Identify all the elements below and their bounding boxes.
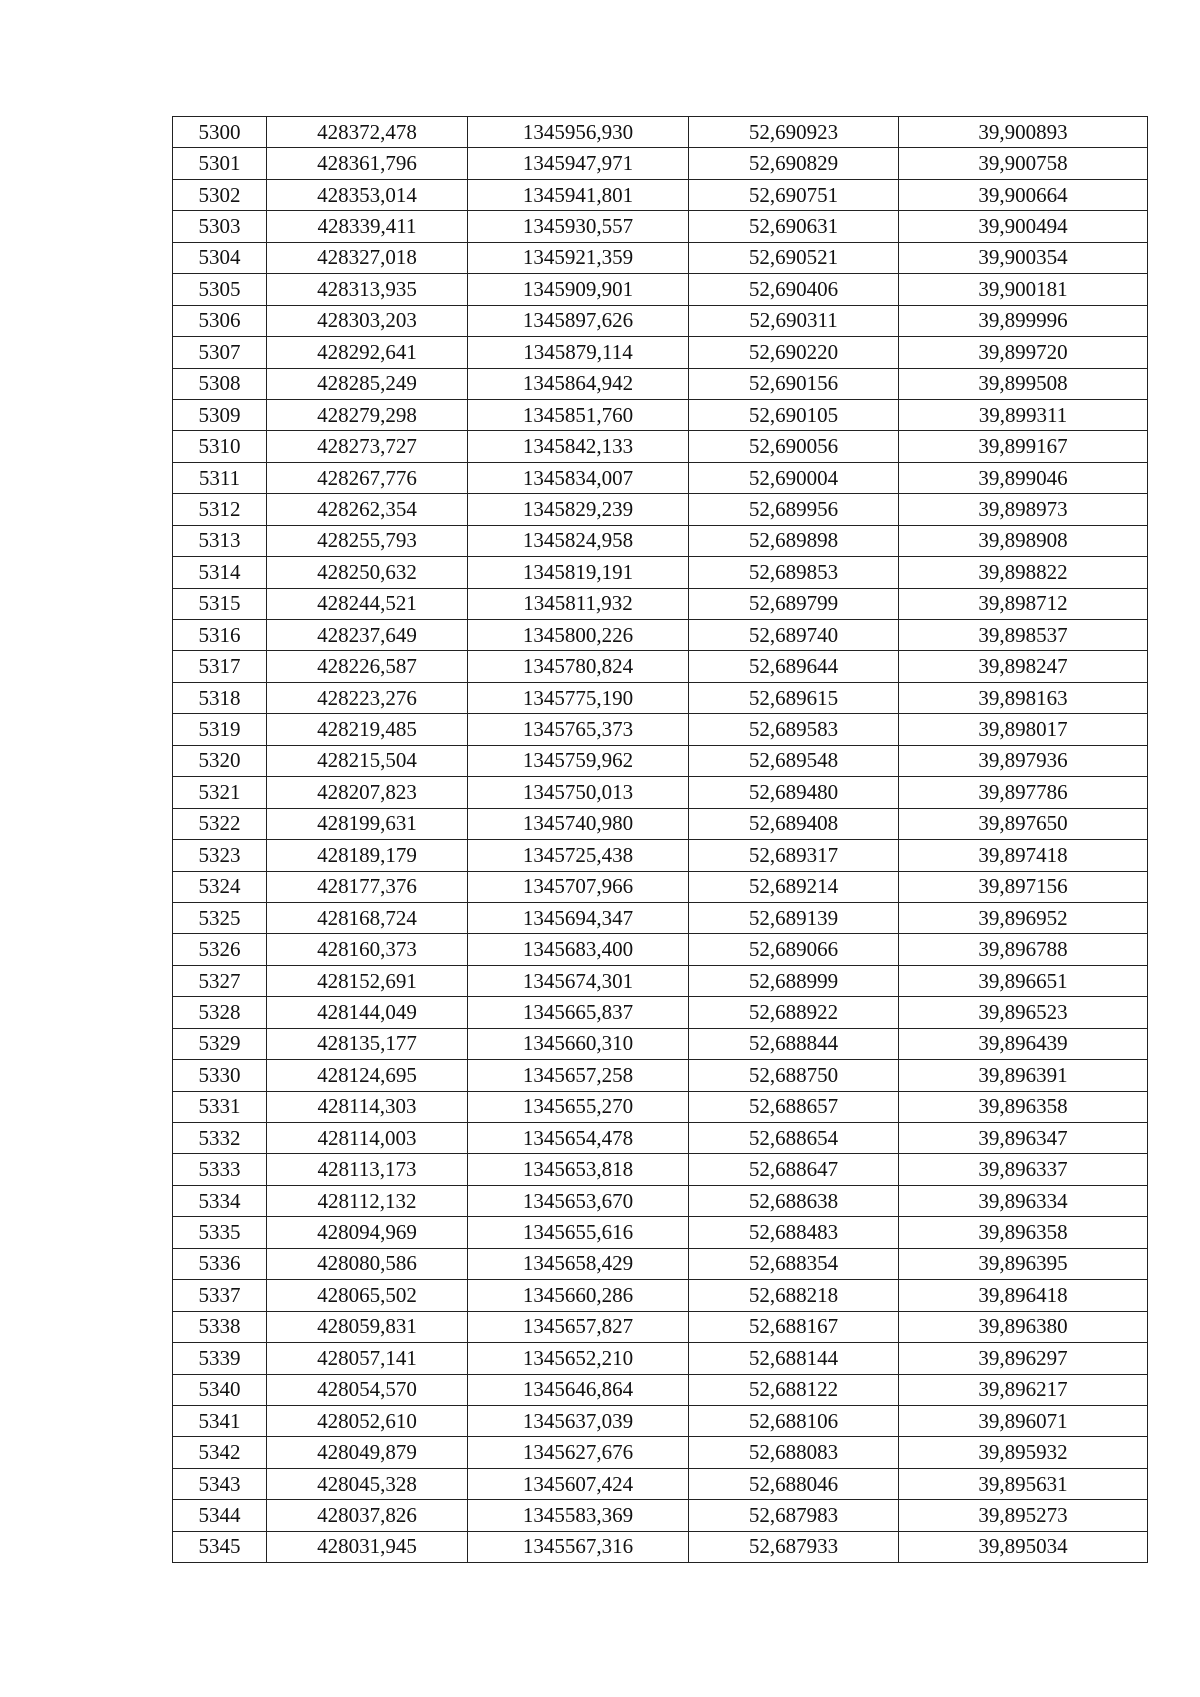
x-coordinate-cell: 428339,411 [267, 211, 468, 242]
table-row [173, 1468, 1148, 1499]
latitude-cell: 52,689317 [689, 840, 899, 871]
y-coordinate-cell: 1345851,760 [468, 399, 689, 430]
longitude-cell: 39,896418 [899, 1280, 1148, 1311]
table-row [173, 1343, 1148, 1374]
point-number-cell: 5300 [173, 117, 267, 148]
x-coordinate-cell: 428226,587 [267, 651, 468, 682]
coordinates-table-body [173, 117, 1148, 1563]
table-row [173, 1154, 1148, 1185]
table-row [173, 1531, 1148, 1562]
longitude-cell: 39,896380 [899, 1311, 1148, 1342]
latitude-cell: 52,688354 [689, 1248, 899, 1279]
point-number-cell: 5313 [173, 525, 267, 556]
point-number-cell: 5334 [173, 1185, 267, 1216]
latitude-cell: 52,688638 [689, 1185, 899, 1216]
latitude-cell: 52,687983 [689, 1500, 899, 1531]
point-number-cell: 5330 [173, 1060, 267, 1091]
x-coordinate-cell: 428112,132 [267, 1185, 468, 1216]
x-coordinate-cell: 428177,376 [267, 871, 468, 902]
longitude-cell: 39,896071 [899, 1405, 1148, 1436]
point-number-cell: 5327 [173, 965, 267, 996]
longitude-cell: 39,896334 [899, 1185, 1148, 1216]
y-coordinate-cell: 1345660,310 [468, 1028, 689, 1059]
table-row [173, 745, 1148, 776]
longitude-cell: 39,899996 [899, 305, 1148, 336]
y-coordinate-cell: 1345897,626 [468, 305, 689, 336]
longitude-cell: 39,898973 [899, 494, 1148, 525]
point-number-cell: 5344 [173, 1500, 267, 1531]
latitude-cell: 52,689898 [689, 525, 899, 556]
y-coordinate-cell: 1345775,190 [468, 682, 689, 713]
point-number-cell: 5302 [173, 179, 267, 210]
latitude-cell: 52,690220 [689, 337, 899, 368]
latitude-cell: 52,688083 [689, 1437, 899, 1468]
x-coordinate-cell: 428303,203 [267, 305, 468, 336]
point-number-cell: 5303 [173, 211, 267, 242]
table-row [173, 840, 1148, 871]
table-row [173, 1280, 1148, 1311]
point-number-cell: 5324 [173, 871, 267, 902]
table-row [173, 1311, 1148, 1342]
latitude-cell: 52,689956 [689, 494, 899, 525]
latitude-cell: 52,690004 [689, 462, 899, 493]
latitude-cell: 52,688046 [689, 1468, 899, 1499]
y-coordinate-cell: 1345660,286 [468, 1280, 689, 1311]
x-coordinate-cell: 428219,485 [267, 714, 468, 745]
point-number-cell: 5338 [173, 1311, 267, 1342]
latitude-cell: 52,688483 [689, 1217, 899, 1248]
point-number-cell: 5342 [173, 1437, 267, 1468]
point-number-cell: 5343 [173, 1468, 267, 1499]
point-number-cell: 5307 [173, 337, 267, 368]
y-coordinate-cell: 1345780,824 [468, 651, 689, 682]
point-number-cell: 5308 [173, 368, 267, 399]
point-number-cell: 5320 [173, 745, 267, 776]
x-coordinate-cell: 428144,049 [267, 997, 468, 1028]
latitude-cell: 52,688750 [689, 1060, 899, 1091]
y-coordinate-cell: 1345824,958 [468, 525, 689, 556]
table-row [173, 682, 1148, 713]
latitude-cell: 52,688122 [689, 1374, 899, 1405]
point-number-cell: 5319 [173, 714, 267, 745]
point-number-cell: 5317 [173, 651, 267, 682]
latitude-cell: 52,689548 [689, 745, 899, 776]
x-coordinate-cell: 428049,879 [267, 1437, 468, 1468]
longitude-cell: 39,897786 [899, 777, 1148, 808]
table-row [173, 588, 1148, 619]
latitude-cell: 52,688218 [689, 1280, 899, 1311]
longitude-cell: 39,896788 [899, 934, 1148, 965]
point-number-cell: 5335 [173, 1217, 267, 1248]
x-coordinate-cell: 428292,641 [267, 337, 468, 368]
latitude-cell: 52,688144 [689, 1343, 899, 1374]
y-coordinate-cell: 1345750,013 [468, 777, 689, 808]
y-coordinate-cell: 1345665,837 [468, 997, 689, 1028]
point-number-cell: 5322 [173, 808, 267, 839]
longitude-cell: 39,899311 [899, 399, 1148, 430]
table-row [173, 902, 1148, 933]
longitude-cell: 39,896347 [899, 1123, 1148, 1154]
table-row [173, 1217, 1148, 1248]
x-coordinate-cell: 428207,823 [267, 777, 468, 808]
y-coordinate-cell: 1345637,039 [468, 1405, 689, 1436]
longitude-cell: 39,899046 [899, 462, 1148, 493]
y-coordinate-cell: 1345657,827 [468, 1311, 689, 1342]
y-coordinate-cell: 1345652,210 [468, 1343, 689, 1374]
x-coordinate-cell: 428250,632 [267, 557, 468, 588]
y-coordinate-cell: 1345941,801 [468, 179, 689, 210]
table-row [173, 399, 1148, 430]
y-coordinate-cell: 1345956,930 [468, 117, 689, 148]
longitude-cell: 39,895034 [899, 1531, 1148, 1562]
point-number-cell: 5341 [173, 1405, 267, 1436]
longitude-cell: 39,899720 [899, 337, 1148, 368]
x-coordinate-cell: 428237,649 [267, 620, 468, 651]
y-coordinate-cell: 1345707,966 [468, 871, 689, 902]
table-row [173, 1091, 1148, 1122]
y-coordinate-cell: 1345759,962 [468, 745, 689, 776]
y-coordinate-cell: 1345930,557 [468, 211, 689, 242]
point-number-cell: 5339 [173, 1343, 267, 1374]
latitude-cell: 52,689480 [689, 777, 899, 808]
latitude-cell: 52,688844 [689, 1028, 899, 1059]
point-number-cell: 5328 [173, 997, 267, 1028]
y-coordinate-cell: 1345740,980 [468, 808, 689, 839]
x-coordinate-cell: 428065,502 [267, 1280, 468, 1311]
table-row [173, 274, 1148, 305]
latitude-cell: 52,688654 [689, 1123, 899, 1154]
y-coordinate-cell: 1345947,971 [468, 148, 689, 179]
latitude-cell: 52,690105 [689, 399, 899, 430]
longitude-cell: 39,900758 [899, 148, 1148, 179]
latitude-cell: 52,689139 [689, 902, 899, 933]
longitude-cell: 39,895631 [899, 1468, 1148, 1499]
y-coordinate-cell: 1345819,191 [468, 557, 689, 588]
table-row [173, 714, 1148, 745]
table-row [173, 1028, 1148, 1059]
y-coordinate-cell: 1345829,239 [468, 494, 689, 525]
x-coordinate-cell: 428037,826 [267, 1500, 468, 1531]
x-coordinate-cell: 428124,695 [267, 1060, 468, 1091]
y-coordinate-cell: 1345646,864 [468, 1374, 689, 1405]
longitude-cell: 39,896358 [899, 1217, 1148, 1248]
table-row [173, 934, 1148, 965]
point-number-cell: 5301 [173, 148, 267, 179]
x-coordinate-cell: 428327,018 [267, 242, 468, 273]
point-number-cell: 5315 [173, 588, 267, 619]
longitude-cell: 39,898537 [899, 620, 1148, 651]
y-coordinate-cell: 1345654,478 [468, 1123, 689, 1154]
y-coordinate-cell: 1345725,438 [468, 840, 689, 871]
x-coordinate-cell: 428273,727 [267, 431, 468, 462]
y-coordinate-cell: 1345655,270 [468, 1091, 689, 1122]
point-number-cell: 5311 [173, 462, 267, 493]
y-coordinate-cell: 1345921,359 [468, 242, 689, 273]
x-coordinate-cell: 428160,373 [267, 934, 468, 965]
latitude-cell: 52,690406 [689, 274, 899, 305]
longitude-cell: 39,896217 [899, 1374, 1148, 1405]
longitude-cell: 39,899508 [899, 368, 1148, 399]
x-coordinate-cell: 428057,141 [267, 1343, 468, 1374]
x-coordinate-cell: 428199,631 [267, 808, 468, 839]
y-coordinate-cell: 1345800,226 [468, 620, 689, 651]
point-number-cell: 5345 [173, 1531, 267, 1562]
longitude-cell: 39,897936 [899, 745, 1148, 776]
x-coordinate-cell: 428215,504 [267, 745, 468, 776]
table-row [173, 1500, 1148, 1531]
x-coordinate-cell: 428223,276 [267, 682, 468, 713]
longitude-cell: 39,900494 [899, 211, 1148, 242]
y-coordinate-cell: 1345607,424 [468, 1468, 689, 1499]
y-coordinate-cell: 1345879,114 [468, 337, 689, 368]
latitude-cell: 52,687933 [689, 1531, 899, 1562]
longitude-cell: 39,898822 [899, 557, 1148, 588]
longitude-cell: 39,900181 [899, 274, 1148, 305]
table-row [173, 1374, 1148, 1405]
longitude-cell: 39,898247 [899, 651, 1148, 682]
y-coordinate-cell: 1345653,818 [468, 1154, 689, 1185]
table-row [173, 777, 1148, 808]
latitude-cell: 52,689408 [689, 808, 899, 839]
y-coordinate-cell: 1345653,670 [468, 1185, 689, 1216]
longitude-cell: 39,900893 [899, 117, 1148, 148]
table-row [173, 179, 1148, 210]
x-coordinate-cell: 428168,724 [267, 902, 468, 933]
table-row [173, 871, 1148, 902]
table-row [173, 1248, 1148, 1279]
latitude-cell: 52,688167 [689, 1311, 899, 1342]
point-number-cell: 5333 [173, 1154, 267, 1185]
x-coordinate-cell: 428244,521 [267, 588, 468, 619]
coordinates-table [172, 116, 1148, 1563]
point-number-cell: 5318 [173, 682, 267, 713]
longitude-cell: 39,896395 [899, 1248, 1148, 1279]
x-coordinate-cell: 428031,945 [267, 1531, 468, 1562]
latitude-cell: 52,689853 [689, 557, 899, 588]
x-coordinate-cell: 428267,776 [267, 462, 468, 493]
point-number-cell: 5312 [173, 494, 267, 525]
point-number-cell: 5326 [173, 934, 267, 965]
table-row [173, 557, 1148, 588]
longitude-cell: 39,896358 [899, 1091, 1148, 1122]
latitude-cell: 52,689066 [689, 934, 899, 965]
longitude-cell: 39,896337 [899, 1154, 1148, 1185]
x-coordinate-cell: 428353,014 [267, 179, 468, 210]
latitude-cell: 52,688647 [689, 1154, 899, 1185]
latitude-cell: 52,689615 [689, 682, 899, 713]
point-number-cell: 5323 [173, 840, 267, 871]
longitude-cell: 39,898908 [899, 525, 1148, 556]
latitude-cell: 52,690631 [689, 211, 899, 242]
latitude-cell: 52,689583 [689, 714, 899, 745]
x-coordinate-cell: 428114,003 [267, 1123, 468, 1154]
latitude-cell: 52,690751 [689, 179, 899, 210]
x-coordinate-cell: 428189,179 [267, 840, 468, 871]
x-coordinate-cell: 428262,354 [267, 494, 468, 525]
latitude-cell: 52,690923 [689, 117, 899, 148]
x-coordinate-cell: 428114,303 [267, 1091, 468, 1122]
x-coordinate-cell: 428255,793 [267, 525, 468, 556]
table-row [173, 211, 1148, 242]
x-coordinate-cell: 428113,173 [267, 1154, 468, 1185]
y-coordinate-cell: 1345567,316 [468, 1531, 689, 1562]
longitude-cell: 39,896297 [899, 1343, 1148, 1374]
longitude-cell: 39,898163 [899, 682, 1148, 713]
longitude-cell: 39,898712 [899, 588, 1148, 619]
table-row [173, 1185, 1148, 1216]
y-coordinate-cell: 1345627,676 [468, 1437, 689, 1468]
point-number-cell: 5321 [173, 777, 267, 808]
latitude-cell: 52,690521 [689, 242, 899, 273]
y-coordinate-cell: 1345909,901 [468, 274, 689, 305]
longitude-cell: 39,896523 [899, 997, 1148, 1028]
table-row [173, 148, 1148, 179]
y-coordinate-cell: 1345842,133 [468, 431, 689, 462]
x-coordinate-cell: 428080,586 [267, 1248, 468, 1279]
y-coordinate-cell: 1345834,007 [468, 462, 689, 493]
longitude-cell: 39,896651 [899, 965, 1148, 996]
table-row [173, 997, 1148, 1028]
point-number-cell: 5316 [173, 620, 267, 651]
latitude-cell: 52,688657 [689, 1091, 899, 1122]
point-number-cell: 5336 [173, 1248, 267, 1279]
point-number-cell: 5331 [173, 1091, 267, 1122]
table-row [173, 242, 1148, 273]
x-coordinate-cell: 428059,831 [267, 1311, 468, 1342]
y-coordinate-cell: 1345694,347 [468, 902, 689, 933]
point-number-cell: 5310 [173, 431, 267, 462]
point-number-cell: 5340 [173, 1374, 267, 1405]
x-coordinate-cell: 428052,610 [267, 1405, 468, 1436]
longitude-cell: 39,900354 [899, 242, 1148, 273]
point-number-cell: 5332 [173, 1123, 267, 1154]
y-coordinate-cell: 1345655,616 [468, 1217, 689, 1248]
longitude-cell: 39,899167 [899, 431, 1148, 462]
y-coordinate-cell: 1345583,369 [468, 1500, 689, 1531]
longitude-cell: 39,895932 [899, 1437, 1148, 1468]
table-row [173, 620, 1148, 651]
latitude-cell: 52,689644 [689, 651, 899, 682]
x-coordinate-cell: 428135,177 [267, 1028, 468, 1059]
latitude-cell: 52,688999 [689, 965, 899, 996]
latitude-cell: 52,688106 [689, 1405, 899, 1436]
table-row [173, 808, 1148, 839]
y-coordinate-cell: 1345683,400 [468, 934, 689, 965]
longitude-cell: 39,897418 [899, 840, 1148, 871]
table-row [173, 1405, 1148, 1436]
longitude-cell: 39,897650 [899, 808, 1148, 839]
latitude-cell: 52,690156 [689, 368, 899, 399]
point-number-cell: 5329 [173, 1028, 267, 1059]
x-coordinate-cell: 428152,691 [267, 965, 468, 996]
table-row [173, 525, 1148, 556]
y-coordinate-cell: 1345864,942 [468, 368, 689, 399]
table-row [173, 494, 1148, 525]
x-coordinate-cell: 428361,796 [267, 148, 468, 179]
table-row [173, 117, 1148, 148]
point-number-cell: 5305 [173, 274, 267, 305]
y-coordinate-cell: 1345765,373 [468, 714, 689, 745]
point-number-cell: 5304 [173, 242, 267, 273]
latitude-cell: 52,689740 [689, 620, 899, 651]
x-coordinate-cell: 428094,969 [267, 1217, 468, 1248]
point-number-cell: 5309 [173, 399, 267, 430]
x-coordinate-cell: 428045,328 [267, 1468, 468, 1499]
longitude-cell: 39,895273 [899, 1500, 1148, 1531]
longitude-cell: 39,897156 [899, 871, 1148, 902]
longitude-cell: 39,896952 [899, 902, 1148, 933]
point-number-cell: 5306 [173, 305, 267, 336]
longitude-cell: 39,896439 [899, 1028, 1148, 1059]
y-coordinate-cell: 1345657,258 [468, 1060, 689, 1091]
point-number-cell: 5337 [173, 1280, 267, 1311]
latitude-cell: 52,690311 [689, 305, 899, 336]
longitude-cell: 39,900664 [899, 179, 1148, 210]
table-row [173, 431, 1148, 462]
x-coordinate-cell: 428054,570 [267, 1374, 468, 1405]
latitude-cell: 52,689214 [689, 871, 899, 902]
latitude-cell: 52,688922 [689, 997, 899, 1028]
table-row [173, 462, 1148, 493]
x-coordinate-cell: 428372,478 [267, 117, 468, 148]
table-row [173, 965, 1148, 996]
latitude-cell: 52,690056 [689, 431, 899, 462]
table-row [173, 1123, 1148, 1154]
table-row [173, 1437, 1148, 1468]
table-row [173, 368, 1148, 399]
table-row [173, 1060, 1148, 1091]
x-coordinate-cell: 428279,298 [267, 399, 468, 430]
point-number-cell: 5325 [173, 902, 267, 933]
y-coordinate-cell: 1345811,932 [468, 588, 689, 619]
table-row [173, 305, 1148, 336]
latitude-cell: 52,690829 [689, 148, 899, 179]
table-row [173, 337, 1148, 368]
table-row [173, 651, 1148, 682]
latitude-cell: 52,689799 [689, 588, 899, 619]
longitude-cell: 39,898017 [899, 714, 1148, 745]
x-coordinate-cell: 428313,935 [267, 274, 468, 305]
y-coordinate-cell: 1345658,429 [468, 1248, 689, 1279]
y-coordinate-cell: 1345674,301 [468, 965, 689, 996]
x-coordinate-cell: 428285,249 [267, 368, 468, 399]
longitude-cell: 39,896391 [899, 1060, 1148, 1091]
point-number-cell: 5314 [173, 557, 267, 588]
